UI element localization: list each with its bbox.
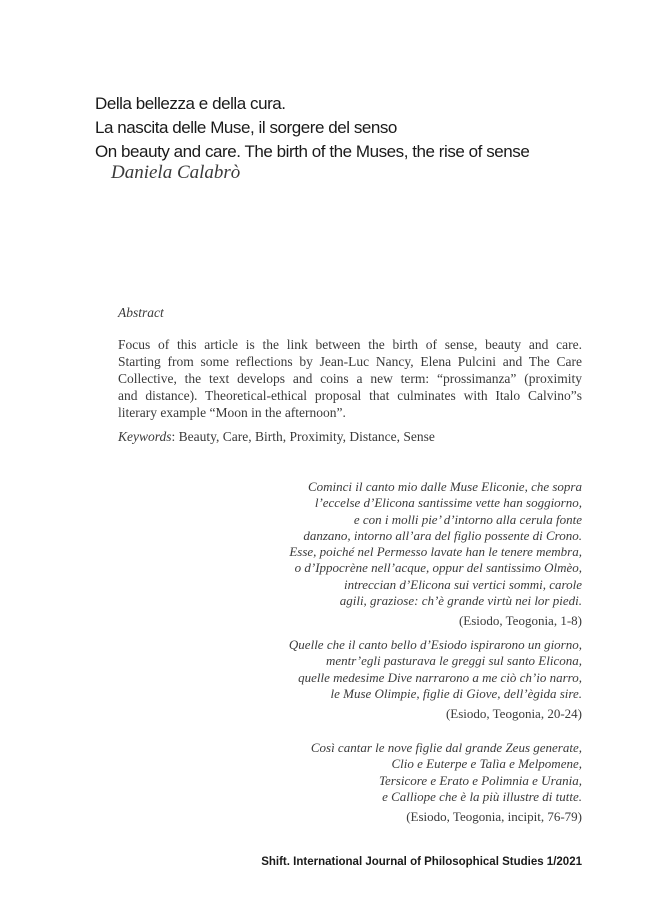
abstract-heading: Abstract — [118, 305, 164, 320]
abstract-line: Starting from some reflections by Jean-Luc Nancy, Elena Pulcini and The Care — [118, 354, 582, 369]
quote-line: e Calliope che è la più illustre di tutte. — [382, 788, 582, 804]
abstract-line: and distance). Theoretical-ethical proposal that culminates with Italo Calvino”s — [118, 388, 582, 403]
quote-line: intreccian d’Elicona sui vertici sommi, carole — [343, 576, 582, 592]
keywords-list: : Beauty, Care, Birth, Proximity, Distance, Sense — [171, 429, 435, 444]
quote-line: l’eccelse d’Elicona santissime vette han soggiorno, — [314, 495, 582, 511]
quote-line: Esse, poiché nel Permesso lavate han le tenere membra, — [289, 544, 582, 560]
epigraph-quote-1 — [289, 479, 582, 629]
quote-line: o d’Ippocrène nell’acque, oppur del santissimo Olmèo, — [294, 560, 582, 576]
quote-line: Clio e Euterpe e Talìa e Melpomene, — [391, 756, 582, 772]
abstract-line: literary example “Moon in the afternoon”. — [118, 405, 346, 420]
title-italian-line-2: La nascita delle Muse, il sorgere del senso — [95, 118, 397, 137]
abstract-text — [118, 336, 582, 421]
article-title — [95, 92, 615, 164]
abstract-line: Collective, the text develops and coins a new term: “prossimanza” (proximity — [118, 371, 582, 386]
quote-citation: (Esiodo, Teogonia, 1-8) — [458, 613, 582, 629]
quote-line: le Muse Olimpie, figlie di Giove, dell’ègida sire. — [330, 685, 582, 701]
abstract-line: Focus of this article is the link between the birth of sense, beauty and care. — [118, 337, 582, 352]
epigraph-quote-3 — [311, 740, 582, 825]
keywords-label: Keywords — [118, 429, 172, 444]
journal-footer: Shift. International Journal of Philosophical Studies 1/2021 — [261, 856, 582, 868]
quote-line: Così cantar le nove figlie dal grande Zeus generate, — [310, 740, 582, 755]
quote-line: Quelle che il canto bello d’Esiodo ispirarono un giorno, — [288, 637, 582, 652]
quote-line: quelle medesime Dive narrarono a me ciò ch’io narro, — [298, 669, 582, 685]
keywords — [118, 429, 435, 445]
quote-line: danzano, intorno all’ara del figlio possente di Crono. — [303, 527, 582, 543]
quote-line: e con i molli pie’ d’intorno alla cerula fonte — [353, 511, 582, 527]
quote-line: mentr’egli pasturava le greggi sul santo Elicona, — [325, 653, 582, 669]
quote-line: Cominci il canto mio dalle Muse Eliconie, che sopra — [307, 479, 582, 494]
quote-line: Tersicore e Erato e Polimnia e Urania, — [378, 772, 582, 788]
quote-citation: (Esiodo, Teogonia, incipit, 76-79) — [406, 809, 582, 825]
quote-citation: (Esiodo, Teogonia, 20-24) — [445, 706, 582, 722]
quote-line: agili, graziose: ch’è grande virtù nei lor piedi. — [339, 593, 582, 609]
epigraph-quote-2 — [289, 637, 582, 722]
author-name: Daniela Calabrò — [111, 162, 241, 183]
title-italian-line-1: Della bellezza e della cura. — [95, 94, 286, 113]
title-english: On beauty and care. The birth of the Muses, the rise of sense — [95, 142, 530, 161]
